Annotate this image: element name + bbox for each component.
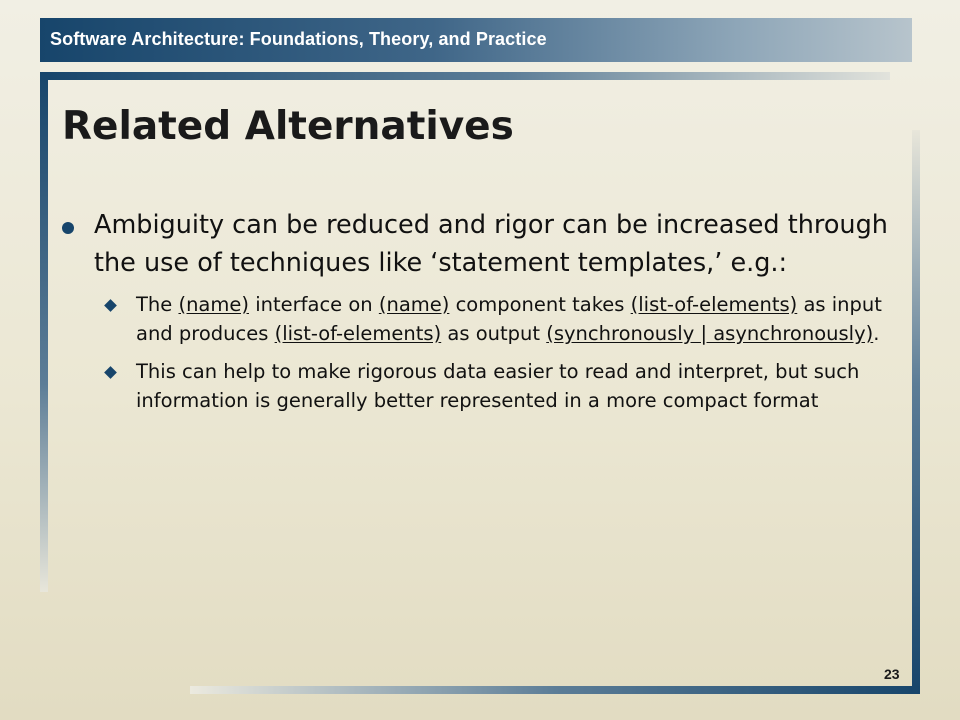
frame-rule-bottom [190,686,920,694]
text-segment: The [136,293,179,316]
template-placeholder: (name) [378,293,450,316]
sub-bullet-list [102,290,902,415]
bullet-dot-icon [62,222,74,234]
bullet-text: Ambiguity can be reduced and rigor can be increased through the use of techniques like ‘statement templates,’ e.g.: [94,210,888,278]
text-segment: interface on [249,293,379,316]
text-segment: component takes [449,293,631,316]
bullet-list [62,206,902,424]
page-number: 23 [884,666,900,682]
template-placeholder: (list-of-elements) [274,322,442,345]
header-bar [40,18,912,62]
list-item [102,290,902,348]
list-item [62,206,902,415]
text-segment: as output [441,322,547,345]
template-placeholder: (synchronously | asynchronously) [546,322,874,345]
slide-title: Related Alternatives [62,104,514,149]
sub-bullet-text: This can help to make rigorous data easier to read and interpret, but such information is generally better represented in a more compact format [136,360,860,412]
frame-rule-right [912,130,920,694]
template-placeholder: (list-of-elements) [630,293,798,316]
text-segment: as input and produces [136,293,882,345]
list-item [102,357,902,415]
template-placeholder: (name) [178,293,249,316]
diamond-bullet-icon [104,299,117,312]
course-title: Software Architecture: Foundations, Theory, and Practice [50,29,547,49]
frame-rule-top [40,72,890,80]
text-segment: . [873,322,880,345]
diamond-bullet-icon [104,366,117,379]
sub-bullet-text [136,293,882,345]
frame-rule-left [40,72,48,592]
